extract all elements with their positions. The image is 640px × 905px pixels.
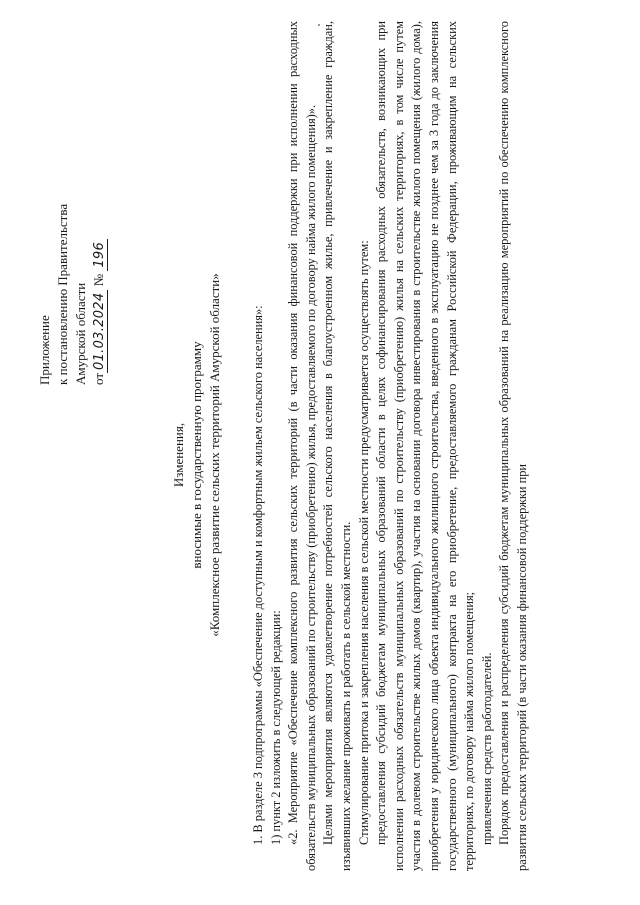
paragraph-stimulation: Стимулирование притока и закрепления населения в сельской местности предусматривается осуществлять путем: xyxy=(356,240,371,845)
appendix-resolution: к постановлению Правительства xyxy=(55,203,70,385)
appendix-region: Амурской области xyxy=(73,282,88,385)
heading-subtitle: вносимые в государственную программу xyxy=(189,341,204,569)
paragraph-section: 1. В разделе 3 подпрограммы «Обеспечение доступным и комфортным жильем сельского населения»: xyxy=(251,305,265,845)
document-body xyxy=(250,21,532,871)
appendix-date-line xyxy=(90,125,109,385)
date-value: 01.03.2024 xyxy=(92,290,108,373)
appendix-block xyxy=(36,125,109,385)
appendix-title: Приложение xyxy=(37,315,52,385)
paragraph-employers: привлечения средств работодателей. xyxy=(479,652,494,845)
date-prefix: от xyxy=(91,372,106,385)
heading-title: Изменения, xyxy=(171,422,186,488)
number-sign: № xyxy=(91,273,106,287)
number-value: 196 xyxy=(92,239,108,271)
paragraph-goals: Целями мероприятия являются удовлетворение потребностей сельского населения в благоустроенном жилье, привлечение и закрепление граждан, изъявивших желание проживать и работать в сельской местности. xyxy=(321,21,353,871)
rotated-content xyxy=(20,21,620,885)
paragraph-point: 1) пункт 2 изложить в следующей редакции: xyxy=(268,610,283,845)
paragraph-measure: «2. Мероприятие «Обеспечение комплексного развития сельских территорий (в части оказания финансовой поддержки при исполнении расходных обязательств муниципальных образований по строительству (приобретению) жилья, предоставляемого по договору найма жилого помещения)». xyxy=(286,21,318,871)
paragraph-procedure: Порядок предоставления и распределения субсидий бюджетам муниципальных образований на реализацию мероприятий по обеспечению комплексного развития сельских территорий (в части оказания финансовой поддержки при xyxy=(497,21,529,871)
document-heading xyxy=(170,25,224,885)
heading-program-name: «Комплексное развитие сельских территорий Амурской области» xyxy=(207,273,222,637)
paragraph-subsidies: предоставления субсидий бюджетам муниципальных образований области в целях софинансирования расходных обязательств, возникающих при исполнении расходных обязательств муниципальных образований по строительству (приобретению) жилья на сельских территориях, в том числе путем участия в долевом строительстве жилых домов (квартир), участия на основании договора инвестирования в строительстве жилого помещения (жилого дома), приобретения у юридического лица объекта индивидуального жилищного строительства, введенного в эксплуатацию не позднее чем за 3 года до заключения государственного (муниципального) контракта на его приобретение, предоставляемого гражданам Российской Федерации, проживающим на сельских территориях, по договору найма жилого помещения; xyxy=(374,21,477,871)
